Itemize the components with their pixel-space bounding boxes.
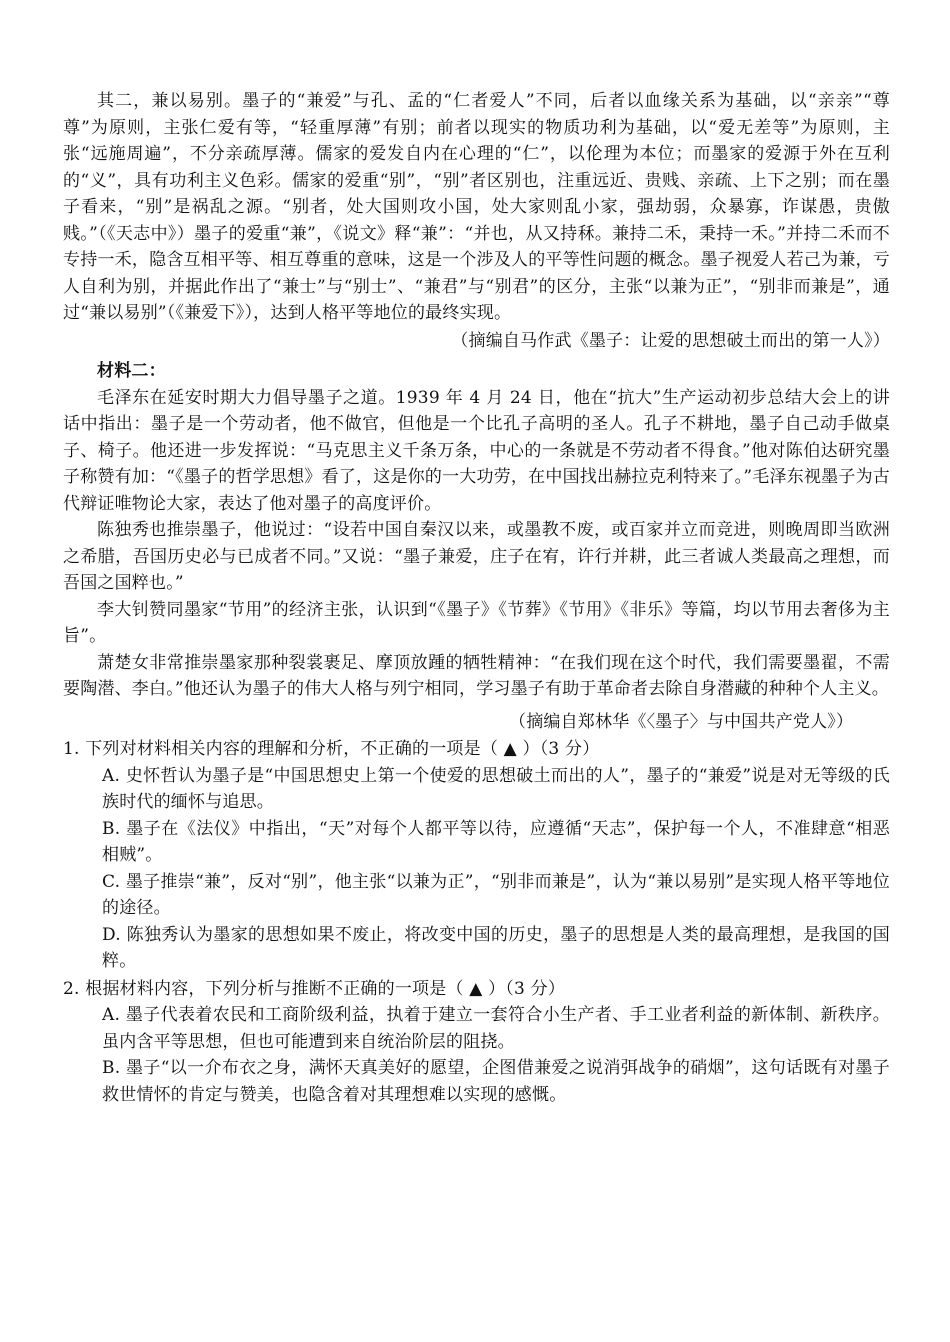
material1-citation: （摘编自马作武《墨子：让爱的思想破土而出的第一人》）	[451, 330, 890, 351]
material2-heading: 材料二：	[97, 361, 166, 381]
question-2-stem: 2. 根据材料内容，下列分析与推断不正确的一项是（ ▲ ）（3 分）	[63, 978, 566, 999]
material2-paragraph-3: 李大钊赞同墨家“节用”的经济主张，认识到“《墨子》《节葬》《节用》《非乐》等篇，均以节用去奢侈为主旨”。	[63, 599, 890, 646]
material2-paragraph-2: 陈独秀也推崇墨子，他说过：“设若中国自秦汉以来，或墨教不废，或百家并立而竞进，则晚周即当欧洲之希腊，吾国历史必与已成者不同。”又说：“墨子兼爱，庄子在宥，许行并耕，此三者诚人类最高之理想，而吾国之国粹也。”	[63, 520, 890, 593]
exam-page	[63, 88, 890, 1108]
question-1-option-c: C. 墨子推崇“兼”，反对“别”，他主张“以兼为正”，“别非而兼是”，认为“兼以易别”是实现人格平等地位的途径。	[102, 871, 890, 918]
question-1-option-d: D. 陈独秀认为墨家的思想如果不废止，将改变中国的历史，墨子的思想是人类的最高理想，是我国的国粹。	[102, 924, 890, 971]
question-1-stem: 1. 下列对材料相关内容的理解和分析，不正确的一项是（ ▲ ）（3 分）	[63, 739, 600, 759]
question-2-option-b: B. 墨子“以一介布衣之身，满怀天真美好的愿望，企图借兼爱之说消弭战争的硝烟”，这句话既有对墨子救世情怀的肯定与赞美，也隐含着对其理想难以实现的感慨。	[102, 1058, 890, 1105]
question-1-option-b: B. 墨子在《法仪》中指出，“天”对每个人都平等以待，应遵循“天志”，保护每一个人，不准肆意“相恶相贼”。	[102, 818, 890, 865]
material2-paragraph-1: 毛泽东在延安时期大力倡导墨子之道。1939 年 4 月 24 日，他在“抗大”生产运动初步总结大会上的讲话中指出：墨子是一个劳动者，他不做官，但他是一个比孔子高明的圣人。孔子不耕地，墨子自己动手做桌子、椅子。他还进一步发挥说：“马克思主义千条万条，中心的一条就是不劳动者不得食。”他对陈伯达研究墨子称赞有加：“《墨子的哲学思想》看了，这是你的一大功劳，在中国找出赫拉克利特来了。”毛泽东视墨子为古代辩证唯物论大家，表达了他对墨子的高度评价。	[63, 387, 890, 514]
question-2-option-a: A. 墨子代表着农民和工商阶级利益，执着于建立一套符合小生产者、手工业者利益的新体制、新秩序。虽内含平等思想，但也可能遭到来自统治阶层的阻挠。	[102, 1005, 890, 1052]
material2-paragraph-4: 萧楚女非常推崇墨家那种裂裳裹足、摩顶放踵的牺牲精神：“在我们现在这个时代，我们需要墨翟，不需要陶潜、李白。”他还认为墨子的伟大人格与列宁相同，学习墨子有助于革命者去除自身潜藏的种种个人主义。	[63, 652, 890, 699]
material2-citation-line	[63, 709, 890, 736]
material2-citation: （摘编自郑林华《〈墨子〉与中国共产党人》）	[509, 711, 854, 732]
question-1-option-a: A. 史怀哲认为墨子是“中国思想史上第一个使爱的思想破土而出的人”，墨子的“兼爱”说是对无等级的氏族时代的缅怀与追思。	[102, 765, 890, 812]
material1-paragraph: 其二，兼以易别。墨子的“兼爱”与孔、孟的“仁者爱人”不同，后者以血缘关系为基础，以“亲亲”“尊尊”为原则，主张仁爱有等，“轻重厚薄”有别；前者以现实的物质功利为基础，以“爱无差等”为原则，主张“远施周遍”，不分亲疏厚薄。儒家的爱发自内在心理的“仁”，以伦理为本位；而墨家的爱源于外在互利的“义”，具有功利主义色彩。儒家的爱重“别”，“别”者区别也，注重远近、贵贱、亲疏、上下之别；而在墨子看来，“别”是祸乱之源。“别者，处大国则攻小国，处大家则乱小家，强劫弱，众暴寡，诈谋愚，贵傲贱。”（《天志中》）墨子的爱重“兼”，《说文》释“兼”：“并也，从又持秝。兼持二禾，秉持一禾。”并持二禾而不专持一禾，隐含互相平等、相互尊重的意味，这是一个涉及人的平等性问题的概念。墨子视爱人若己为兼，亏人自利为别，并据此作出了“兼士”与“别士”、“兼君”与“别君”的区分，主张“以兼为正”，“别非而兼是”，通过“兼以易别”（《兼爱下》），达到人格平等地位的最终实现。	[63, 91, 890, 323]
